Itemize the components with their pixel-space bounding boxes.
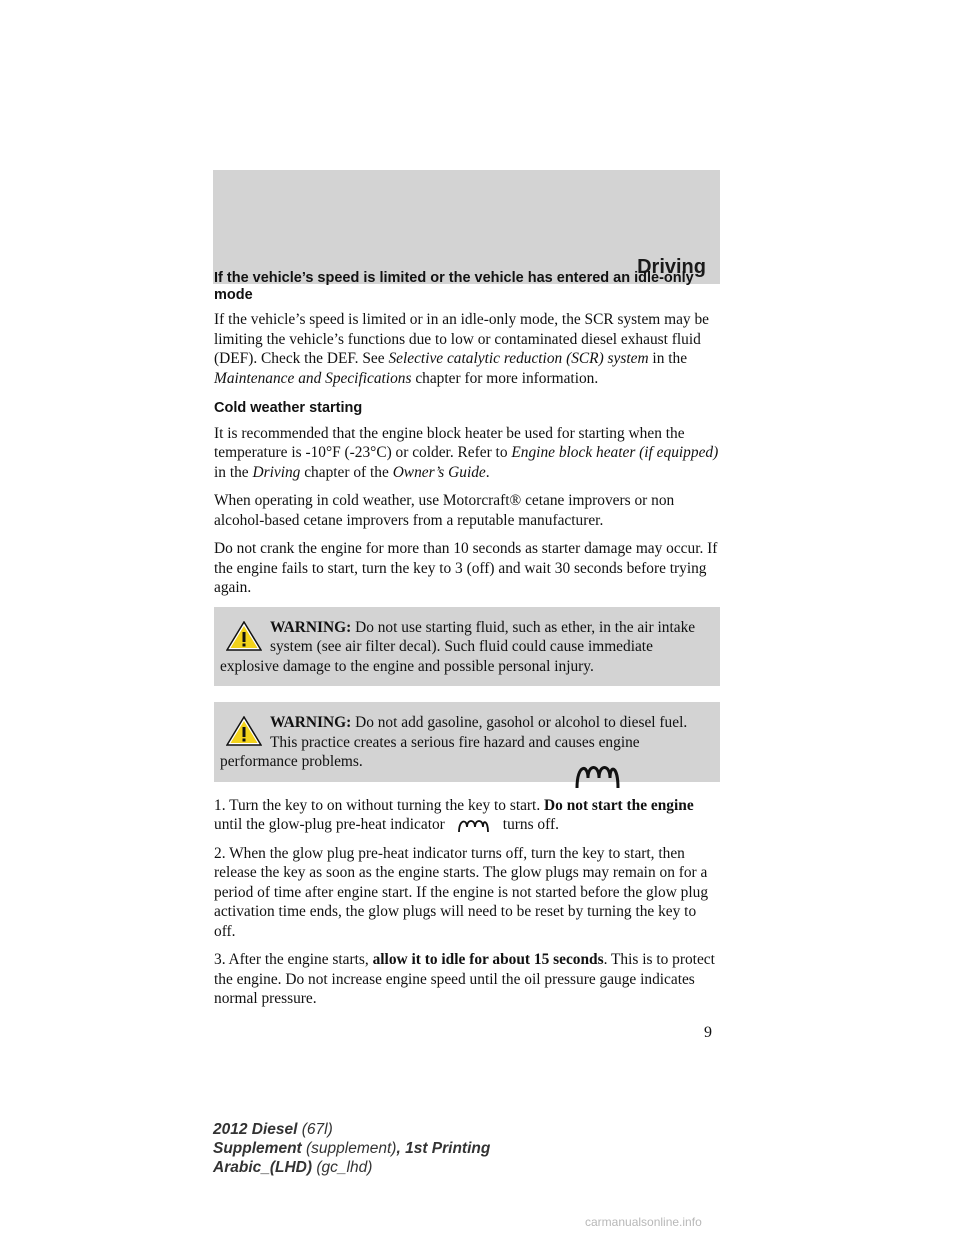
text: . bbox=[485, 463, 490, 481]
text: chapter for more information. bbox=[411, 369, 599, 387]
paragraph-cetane: When operating in cold weather, use Motorcraft® cetane improvers or non alcohol-based cetane improvers from a reputable manufacturer. bbox=[214, 492, 675, 529]
reference-owners-guide: Owner’s Guide bbox=[392, 463, 486, 481]
step-2 bbox=[214, 844, 720, 942]
text: 3. After the engine starts, bbox=[214, 951, 373, 968]
emphasis: allow it to idle for about 15 seconds bbox=[372, 951, 604, 968]
text: It is recommended that the engine block heater be used for starting when the temperature is -10°F (-23°C) or colder. Refer to bbox=[214, 424, 685, 461]
warning-box-gasoline bbox=[214, 702, 720, 782]
glow-plug-icon bbox=[457, 817, 489, 833]
text: Supplement bbox=[213, 1140, 302, 1157]
print-footer bbox=[213, 1120, 490, 1177]
section-header-band bbox=[213, 170, 720, 284]
text: chapter of the bbox=[300, 463, 393, 481]
paragraph-cranking: Do not crank the engine for more than 10 seconds as starter damage may occur. If the engine fails to start, turn the key to 3 (off) and wait 30 seconds before trying again. bbox=[214, 540, 718, 596]
footer-line bbox=[213, 1139, 490, 1158]
glow-plug-indicator-icon bbox=[574, 760, 620, 790]
text: 2012 Diesel bbox=[213, 1121, 298, 1138]
warning-text: Do not use starting fluid, such as ether, in the air intake system (see air filter decal). Such fluid could cause immediate explosive damage to the engine and possible personal injury. bbox=[220, 618, 696, 675]
footer-line bbox=[213, 1120, 490, 1139]
site-watermark: carmanualsonline.info bbox=[585, 1215, 702, 1229]
text: 2. When the glow plug pre-heat indicator turns off, turn the key to start, then release the key as soon as the engine starts. The glow plugs may remain on for a period of time after engine start. If the engine is not started before the glow plug activation time ends, the glow plugs will need to be reset by turning the key to off. bbox=[214, 844, 709, 940]
warning-triangle-icon bbox=[226, 716, 262, 746]
text: , 1st Printing bbox=[396, 1140, 491, 1157]
text: in the bbox=[214, 463, 253, 481]
warning-label: WARNING: bbox=[270, 618, 352, 636]
step-1 bbox=[214, 796, 720, 835]
reference-maintenance-chapter: Maintenance and Specifications bbox=[214, 369, 412, 387]
text: (gc_lhd) bbox=[312, 1159, 373, 1176]
step-3 bbox=[214, 950, 720, 1009]
paragraph-block-heater bbox=[214, 424, 720, 483]
text: until the glow-plug pre-heat indicator bbox=[214, 816, 445, 833]
text: Arabic_(LHD) bbox=[213, 1159, 313, 1176]
page-content bbox=[214, 270, 720, 1018]
paragraph-speed-limited bbox=[214, 310, 720, 388]
text: turns off. bbox=[502, 816, 559, 833]
heading-cold-weather: Cold weather starting bbox=[214, 400, 363, 416]
reference-scr-system: Selective catalytic reduction (SCR) system bbox=[388, 350, 649, 367]
warning-label: WARNING: bbox=[270, 714, 352, 731]
text: (supplement) bbox=[301, 1140, 397, 1157]
text: If the vehicle’s speed is limited or in an idle-only mode, the SCR system may be limiting the vehicle’s functions due to low or contaminated diesel exhaust fluid (DEF). Check the DEF. See bbox=[214, 311, 709, 367]
text: 1. Turn the key to on without turning the key to start. bbox=[214, 796, 545, 814]
section-title: Driving bbox=[637, 256, 706, 278]
footer-line bbox=[213, 1158, 490, 1177]
reference-driving-chapter: Driving bbox=[252, 463, 301, 481]
page-number: 9 bbox=[704, 1024, 712, 1041]
text: (67l) bbox=[297, 1121, 333, 1138]
heading-speed-limited: If the vehicle’s speed is limited or the vehicle has entered an idle-only mode bbox=[214, 270, 694, 303]
emphasis: Do not start the engine bbox=[544, 796, 694, 814]
warning-triangle-icon bbox=[226, 621, 262, 651]
text: in the bbox=[648, 350, 688, 367]
reference-block-heater: Engine block heater (if equipped) bbox=[511, 444, 719, 461]
warning-text: Do not add gasoline, gasohol or alcohol to diesel fuel. This practice creates a serious fire hazard and causes engine performance problems. bbox=[220, 714, 688, 770]
text: . This is to protect the engine. Do not increase engine speed until the oil pressure gauge indicates normal pressure. bbox=[214, 951, 715, 1007]
warning-box-starting-fluid bbox=[214, 607, 720, 687]
